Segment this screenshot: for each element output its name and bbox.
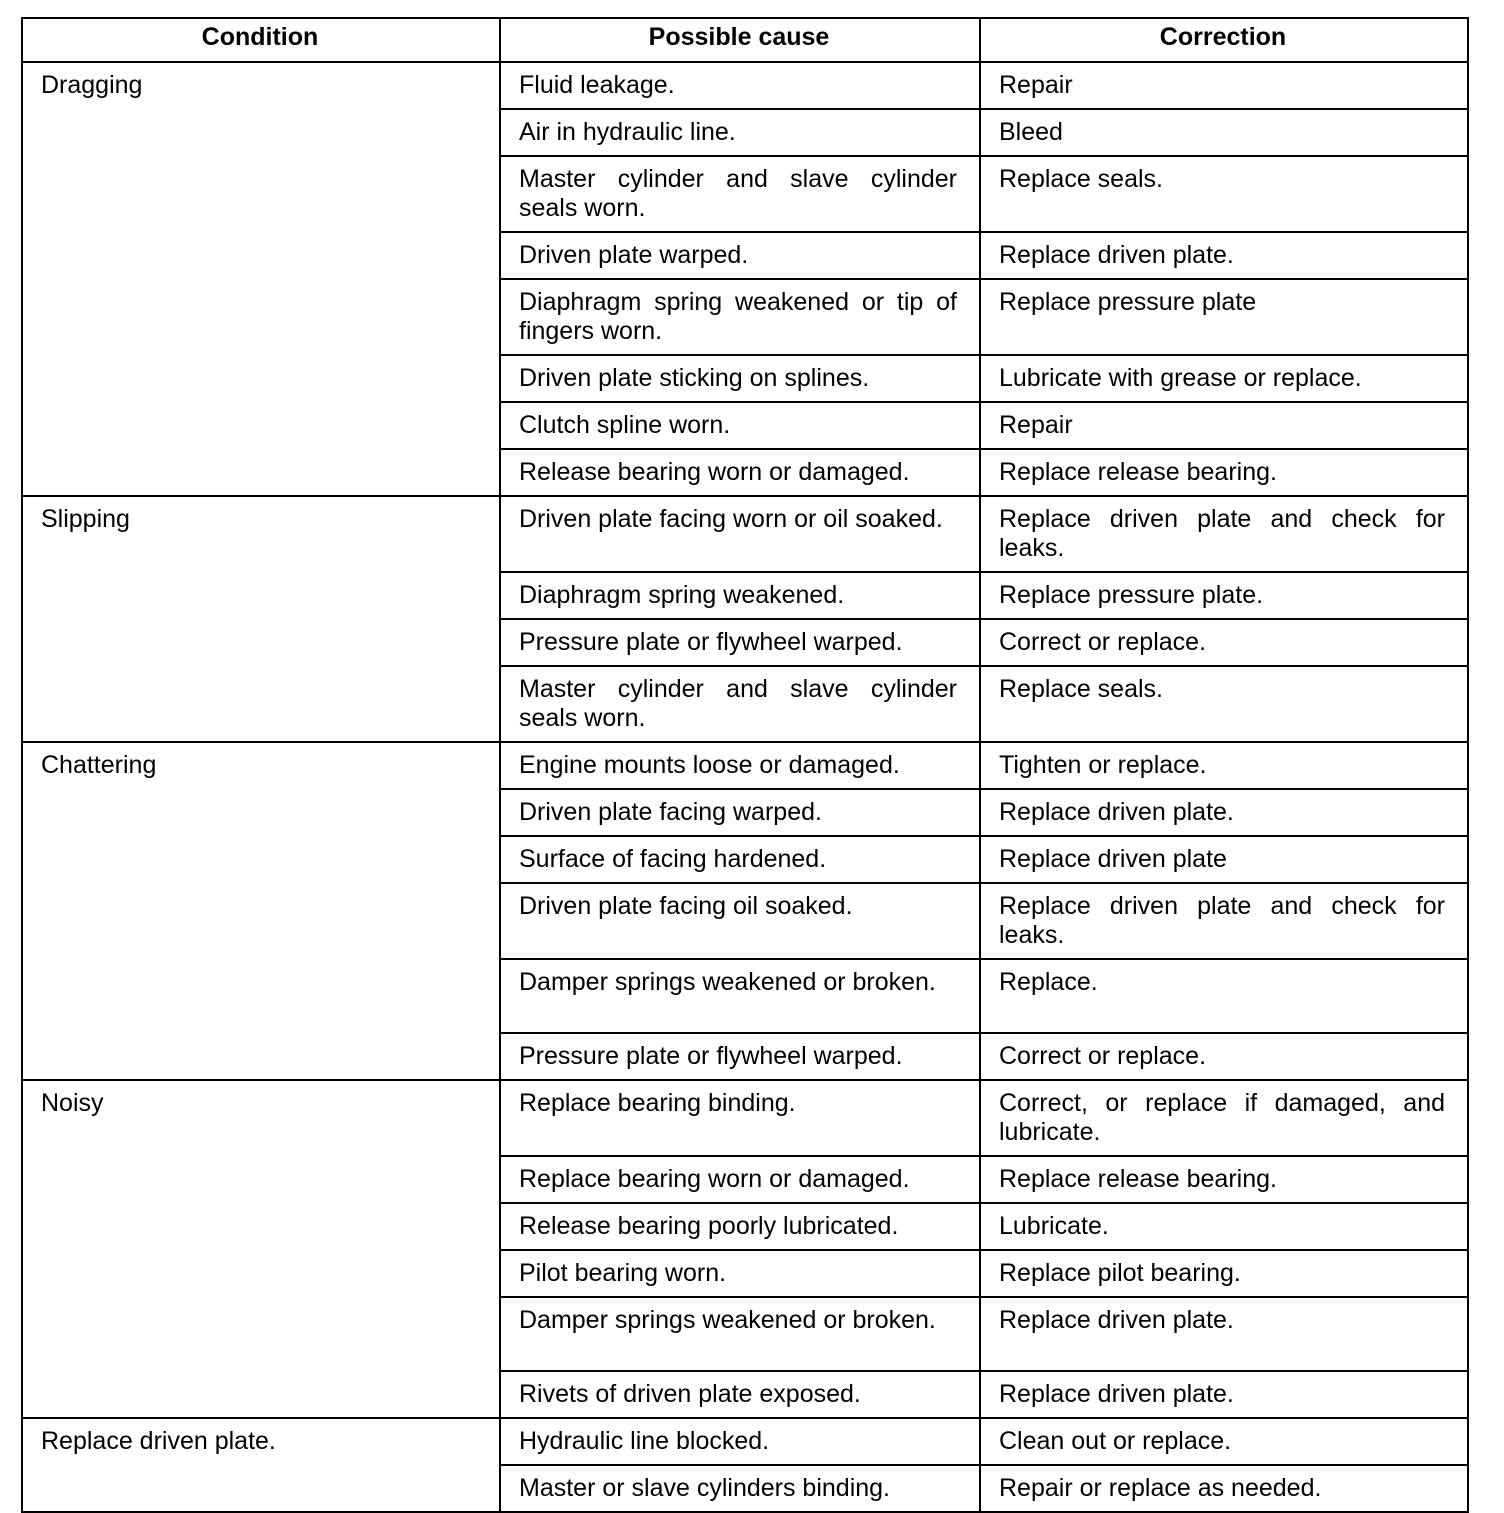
possible-cause-cell: Diaphragm spring weakened. [500,572,980,619]
header-correction: Correction [980,18,1468,62]
correction-cell: Tighten or replace. [980,742,1468,789]
possible-cause-cell: Damper springs weakened or broken. [500,1297,980,1371]
possible-cause-cell: Diaphragm spring weakened or tip of fingers worn. [500,279,980,355]
condition-cell: Chattering [22,742,500,1080]
correction-cell: Correct, or replace if damaged, and lubricate. [980,1080,1468,1156]
correction-cell: Replace driven plate [980,836,1468,883]
correction-cell: Replace seals. [980,666,1468,742]
table-row [22,62,1468,109]
correction-cell: Lubricate with grease or replace. [980,355,1468,402]
possible-cause-cell: Driven plate facing warped. [500,789,980,836]
correction-cell: Replace pressure plate. [980,572,1468,619]
possible-cause-cell: Driven plate facing worn or oil soaked. [500,496,980,572]
correction-cell: Replace pressure plate [980,279,1468,355]
table-row [22,742,1468,789]
possible-cause-cell: Pilot bearing worn. [500,1250,980,1297]
correction-cell: Correct or replace. [980,1033,1468,1080]
header-row [22,18,1468,62]
table-row [22,1418,1468,1465]
possible-cause-cell: Release bearing poorly lubricated. [500,1203,980,1250]
possible-cause-cell: Master cylinder and slave cylinder seals worn. [500,666,980,742]
possible-cause-cell: Driven plate sticking on splines. [500,355,980,402]
table-body [22,62,1468,1512]
possible-cause-cell: Master cylinder and slave cylinder seals worn. [500,156,980,232]
possible-cause-cell: Damper springs weakened or broken. [500,959,980,1033]
correction-cell: Replace driven plate and check for leaks. [980,883,1468,959]
table-row [22,496,1468,572]
correction-cell: Replace driven plate and check for leaks. [980,496,1468,572]
possible-cause-cell: Fluid leakage. [500,62,980,109]
correction-cell: Bleed [980,109,1468,156]
possible-cause-cell: Engine mounts loose or damaged. [500,742,980,789]
correction-cell: Replace driven plate. [980,1297,1468,1371]
possible-cause-cell: Release bearing worn or damaged. [500,449,980,496]
correction-cell: Replace driven plate. [980,232,1468,279]
correction-cell: Replace seals. [980,156,1468,232]
possible-cause-cell: Replace bearing binding. [500,1080,980,1156]
correction-cell: Replace release bearing. [980,449,1468,496]
header-possible-cause: Possible cause [500,18,980,62]
possible-cause-cell: Clutch spline worn. [500,402,980,449]
correction-cell: Correct or replace. [980,619,1468,666]
correction-cell: Replace release bearing. [980,1156,1468,1203]
correction-cell: Repair [980,62,1468,109]
correction-cell: Replace driven plate. [980,1371,1468,1418]
correction-cell: Replace driven plate. [980,789,1468,836]
possible-cause-cell: Replace bearing worn or damaged. [500,1156,980,1203]
correction-cell: Clean out or replace. [980,1418,1468,1465]
condition-cell: Slipping [22,496,500,742]
header-condition: Condition [22,18,500,62]
table-row [22,1080,1468,1156]
possible-cause-cell: Pressure plate or flywheel warped. [500,619,980,666]
possible-cause-cell: Air in hydraulic line. [500,109,980,156]
possible-cause-cell: Surface of facing hardened. [500,836,980,883]
possible-cause-cell: Pressure plate or flywheel warped. [500,1033,980,1080]
condition-cell: Noisy [22,1080,500,1418]
correction-cell: Repair or replace as needed. [980,1465,1468,1512]
possible-cause-cell: Master or slave cylinders binding. [500,1465,980,1512]
correction-cell: Lubricate. [980,1203,1468,1250]
correction-cell: Replace. [980,959,1468,1033]
troubleshooting-table [21,17,1469,1513]
condition-cell: Dragging [22,62,500,496]
correction-cell: Replace pilot bearing. [980,1250,1468,1297]
possible-cause-cell: Hydraulic line blocked. [500,1418,980,1465]
possible-cause-cell: Driven plate facing oil soaked. [500,883,980,959]
possible-cause-cell: Rivets of driven plate exposed. [500,1371,980,1418]
condition-cell: Replace driven plate. [22,1418,500,1512]
possible-cause-cell: Driven plate warped. [500,232,980,279]
correction-cell: Repair [980,402,1468,449]
